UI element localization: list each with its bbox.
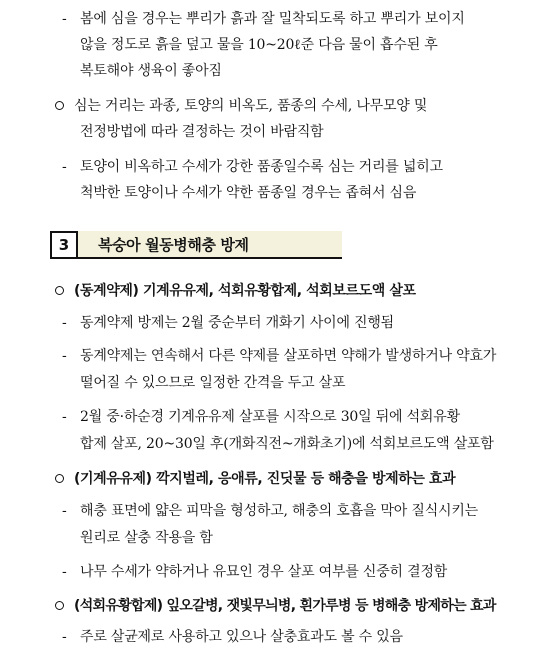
circle-bullet-icon [55, 601, 64, 610]
circle-bullet-heading [55, 282, 416, 300]
continuation-line [80, 435, 494, 453]
dash-marker: - [62, 315, 67, 331]
line-text: 합제 살포, 20~30일 후(개화직전~개화초기)에 석회보르도액 살포함 [80, 436, 494, 452]
line-text: 않을 정도로 흙을 덮고 물을 10~20ℓ준 다음 물이 흡수된 후 [80, 37, 438, 53]
bullet-line [62, 563, 447, 581]
continuation-line [80, 184, 416, 202]
line-text: 떨어질 수 있으므로 일정한 간격을 두고 살포 [80, 375, 346, 391]
continuation-line [80, 529, 213, 547]
line-text: 척박한 토양이나 수세가 약한 품종일 경우는 좁혀서 심음 [80, 185, 417, 201]
bullet-line [62, 158, 443, 176]
line-text: 심는 거리는 과종, 토양의 비옥도, 품종의 수세, 나무모양 및 [74, 98, 428, 114]
line-text: 복토해야 생육이 좋아짐 [80, 63, 222, 79]
continuation-line [80, 62, 222, 80]
continuation-line [80, 123, 324, 141]
bullet-line [62, 314, 394, 332]
bullet-line [62, 10, 465, 28]
bullet-line [62, 347, 496, 365]
continuation-line [80, 374, 345, 392]
dash-marker: - [62, 11, 67, 27]
dash-marker: - [62, 629, 67, 645]
bullet-line [62, 408, 460, 426]
line-text: 전정방법에 따라 결정하는 것이 바람직함 [80, 124, 324, 140]
section-number: 3 [50, 231, 78, 259]
line-text: (기계유유제) 깍지벌레, 응애류, 진딧물 등 해충을 방제하는 효과 [74, 471, 456, 487]
dash-marker: - [62, 409, 67, 425]
circle-bullet-icon [55, 474, 64, 483]
dash-marker: - [62, 159, 67, 175]
circle-bullet-heading [55, 470, 455, 488]
bullet-line [62, 502, 478, 520]
line-text: 해충 표면에 얇은 피막을 형성하고, 해충의 호흡을 막아 질식시키는 [80, 503, 478, 519]
line-text: 동계약제 방제는 2월 중순부터 개화기 사이에 진행됨 [80, 315, 395, 331]
circle-bullet-icon [55, 101, 64, 110]
dash-marker: - [62, 564, 67, 580]
section-title: 복숭아 월동병해충 방제 [98, 236, 249, 254]
line-text: 동계약제는 연속해서 다른 약제를 살포하면 약해가 발생하거나 약효가 [80, 348, 497, 364]
dash-marker: - [62, 348, 67, 364]
line-text: 토양이 비옥하고 수세가 강한 품종일수록 심는 거리를 넓히고 [80, 159, 443, 175]
line-text: 주로 살균제로 사용하고 있으나 살충효과도 볼 수 있음 [80, 629, 403, 645]
bullet-line [62, 628, 403, 646]
circle-bullet-icon [55, 286, 64, 295]
line-text: 봄에 심을 경우는 뿌리가 흙과 잘 밀착되도록 하고 뿌리가 보이지 [80, 11, 465, 27]
circle-bullet-line [55, 97, 427, 115]
dash-marker: - [62, 503, 67, 519]
continuation-line [80, 36, 438, 54]
line-text: (석회유황합제) 잎오갈병, 잿빛무늬병, 흰가루병 등 병해충 방제하는 효과 [74, 598, 496, 614]
circle-bullet-heading [55, 597, 496, 615]
line-text: 원리로 살충 작용을 함 [80, 530, 213, 546]
line-text: (동계약제) 기계유유제, 석회유황합제, 석회보르도액 살포 [74, 283, 416, 299]
line-text: 나무 수세가 약하거나 유묘인 경우 살포 여부를 신중히 결정함 [80, 564, 448, 580]
line-text: 2월 중·하순경 기계유유제 살포를 시작으로 30일 뒤에 석회유황 [80, 409, 460, 425]
